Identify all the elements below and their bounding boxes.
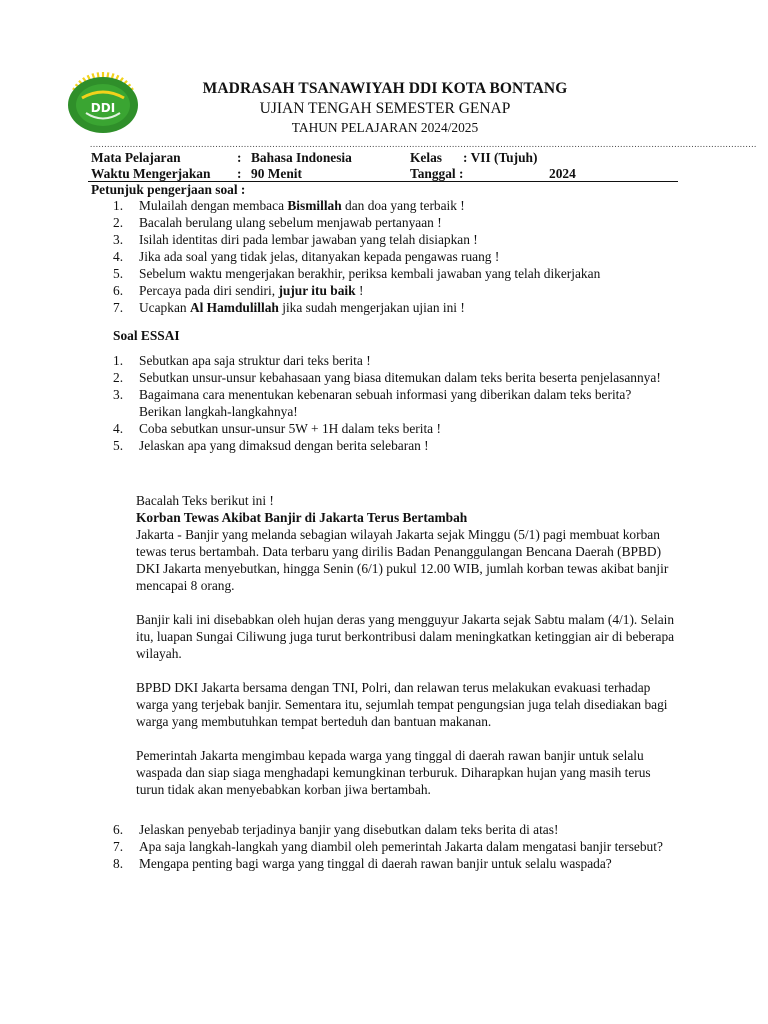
instruction-item xyxy=(113,214,683,231)
item-number: 1. xyxy=(113,198,124,213)
instruction-text-end: ! xyxy=(355,283,364,298)
instructions-title: Petunjuk pengerjaan soal : xyxy=(91,182,246,197)
instruction-text-end: jika sudah mengerjakan ujian ini ! xyxy=(278,300,465,315)
reading-paragraph: BPBD DKI Jakarta bersama dengan TNI, Polri, dan relawan terus melakukan evakuasi terhadap warga yang terjebak banjir. Sementara itu, sejumlah tempat pengungsian juga telah disediakan bagi warga yang membutuhkan tempat berteduh dan bantuan makanan. xyxy=(136,680,668,729)
school-name: MADRASAH TSANAWIYAH DDI KOTA BONTANG xyxy=(202,80,568,97)
instruction-item xyxy=(113,299,683,316)
instructions-list xyxy=(113,197,683,316)
question-text: Bagaimana cara menentukan kebenaran sebuah informasi yang diberikan dalam teks berita? Berikan langkah-langkahnya! xyxy=(139,387,632,419)
question-text: Apa saja langkah-langkah yang diambil oleh pemerintah Jakarta dalam mengatasi banjir tersebut? xyxy=(139,839,663,854)
essay-question xyxy=(113,838,673,855)
time-value: 90 Menit xyxy=(251,166,302,181)
exam-name: UJIAN TENGAH SEMESTER GENAP xyxy=(259,100,511,117)
essay-question xyxy=(113,437,673,454)
instruction-text: Mulailah dengan membaca xyxy=(139,198,288,213)
info-row-time xyxy=(91,165,681,181)
question-number: 3. xyxy=(113,387,124,402)
subject-value: Bahasa Indonesia xyxy=(251,150,352,165)
essay-question xyxy=(113,821,673,838)
class-label: Kelas xyxy=(410,150,442,165)
question-number: 8. xyxy=(113,856,124,871)
question-text: Mengapa penting bagi warga yang tinggal di daerah rawan banjir untuk selalu waspada? xyxy=(139,856,612,871)
essay-questions-2 xyxy=(113,821,673,872)
exam-info xyxy=(91,149,681,181)
instruction-emphasis: Bismillah xyxy=(287,198,342,213)
subject-label: Mata Pelajaran xyxy=(91,150,181,165)
instruction-text-end: dan doa yang terbaik ! xyxy=(341,198,465,213)
instruction-item xyxy=(113,282,683,299)
question-number: 1. xyxy=(113,353,124,368)
reading-paragraph: Jakarta - Banjir yang melanda sebagian wilayah Jakarta sejak Minggu (5/1) pagi membuat korban tewas terus bertambah. Data terbaru yang dirilis Badan Penanggulangan Bencana Daerah (BPBD) DKI Jakarta menyebutkan, hingga Senin (6/1) pukul 12.00 WIB, jumlah korban tewas akibat banjir mencapai 8 orang. xyxy=(136,527,669,593)
question-number: 2. xyxy=(113,370,124,385)
question-number: 7. xyxy=(113,839,124,854)
class-value: : VII (Tujuh) xyxy=(463,150,538,165)
reading-paragraph: Pemerintah Jakarta mengimbau kepada warga yang tinggal di daerah rawan banjir untuk selalu waspada dan siap siaga menghadapi kemungkinan terburuk. Diharapkan hujan yang masih terus turun tidak akan menyebabkan korban jiwa bertambah. xyxy=(136,748,651,797)
essay-question xyxy=(113,855,673,872)
instruction-emphasis: Al Hamdulillah xyxy=(189,300,279,315)
question-text: Sebutkan unsur-unsur kebahasaan yang biasa ditemukan dalam teks berita beserta penjelasannya! xyxy=(139,370,661,385)
reading-passage xyxy=(136,492,681,815)
ddi-emblem-icon xyxy=(66,72,140,134)
subject-separator: : xyxy=(237,150,242,165)
essay-question xyxy=(113,420,673,437)
instruction-item xyxy=(113,197,683,214)
essay-question xyxy=(113,369,673,386)
question-text: Jelaskan penyebab terjadinya banjir yang disebutkan dalam teks berita di atas! xyxy=(139,822,559,837)
instruction-item xyxy=(113,265,683,282)
item-number: 6. xyxy=(113,283,124,298)
date-label: Tanggal : xyxy=(410,166,464,181)
dotted-divider: .......................................................................................................................................................................................................................................... xyxy=(90,139,757,149)
info-row-subject xyxy=(91,149,681,165)
instruction-item xyxy=(113,248,683,265)
question-text: Sebutkan apa saja struktur dari teks berita ! xyxy=(139,353,371,368)
question-text: Jelaskan apa yang dimaksud dengan berita selebaran ! xyxy=(139,438,429,453)
item-number: 3. xyxy=(113,232,124,247)
item-number: 7. xyxy=(113,300,124,315)
exam-header xyxy=(150,80,620,137)
instruction-emphasis: jujur itu baik xyxy=(278,283,356,298)
reading-paragraph: Banjir kali ini disebabkan oleh hujan deras yang mengguyur Jakarta sejak Sabtu malam (4/1). Selain itu, luapan Sungai Ciliwung juga turut berkontribusi dalam meningkatkan ketinggian air di beberapa wilayah. xyxy=(136,612,675,661)
time-label: Waktu Mengerjakan xyxy=(91,166,211,181)
item-number: 4. xyxy=(113,249,124,264)
essay-question xyxy=(113,352,673,369)
date-value: 2024 xyxy=(549,166,576,181)
reading-headline: Korban Tewas Akibat Banjir di Jakarta Terus Bertambah xyxy=(136,510,468,525)
instruction-text: Jika ada soal yang tidak jelas, ditanyakan kepada pengawas ruang ! xyxy=(139,249,500,264)
instruction-text: Percaya pada diri sendiri, xyxy=(139,283,279,298)
time-separator: : xyxy=(237,166,242,181)
academic-year: TAHUN PELAJARAN 2024/2025 xyxy=(291,120,479,135)
instruction-item xyxy=(113,231,683,248)
instruction-text: Isilah identitas diri pada lembar jawaban yang telah disiapkan ! xyxy=(139,232,478,247)
item-number: 5. xyxy=(113,266,124,281)
question-number: 6. xyxy=(113,822,124,837)
item-number: 2. xyxy=(113,215,124,230)
instruction-text: Ucapkan xyxy=(139,300,190,315)
logo-text: DDI xyxy=(90,101,116,115)
question-text: Coba sebutkan unsur-unsur 5W + 1H dalam teks berita ! xyxy=(139,421,441,436)
question-number: 5. xyxy=(113,438,124,453)
essay-question xyxy=(113,386,673,420)
essay-questions-1 xyxy=(113,352,673,454)
reading-intro: Bacalah Teks berikut ini ! xyxy=(136,493,274,508)
instruction-text: Bacalah berulang ulang sebelum menjawab pertanyaan ! xyxy=(139,215,442,230)
question-number: 4. xyxy=(113,421,124,436)
instruction-text: Sebelum waktu mengerjakan berakhir, periksa kembali jawaban yang telah dikerjakan xyxy=(139,266,601,281)
essay-title: Soal ESSAI xyxy=(113,328,180,343)
